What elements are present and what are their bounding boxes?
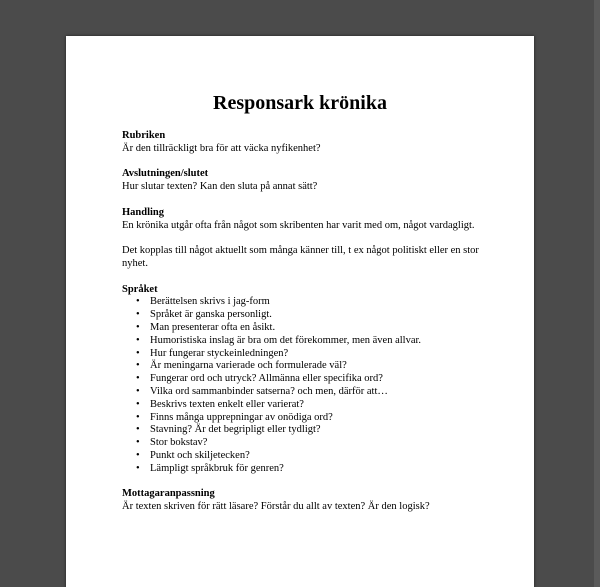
list-item [122,463,492,476]
section-paragraph: Det kopplas till något aktuellt som många känner till, t ex något politiskt eller en stor nyhet. [122,245,479,269]
list-item-text: Humoristiska inslag är bra om det förekommer, men även allvar. [150,334,422,346]
document-title: Responsark krönika [213,92,387,114]
list-item [122,335,492,348]
section-heading: Rubriken [122,130,166,141]
list-item-text: Fungerar ord och utryck? Allmänna eller specifika ord? [150,373,383,385]
document-body [122,130,492,527]
list-item [122,412,492,425]
list-item [122,399,492,412]
list-item [122,360,492,373]
document-page [66,36,534,587]
section-mottagaranpassning [122,488,492,514]
list-item-text: Stavning? Är det begripligt eller tydligt? [150,424,321,436]
bullet-icon: • [136,449,140,461]
list-item-text: Beskrivs texten enkelt eller varierat? [150,398,304,410]
list-item-text: Hur fungerar styckeinledningen? [150,347,289,359]
section-spraket [122,284,492,476]
section-paragraph: En krönika utgår ofta från något som skribenten har varit med om, något vardagligt. [122,219,475,231]
list-item [122,348,492,361]
list-item-text: Man presenterar ofta en åsikt. [150,321,276,333]
section-heading: Mottagaranpassning [122,488,215,500]
section-heading: Handling [122,206,165,218]
list-item [122,424,492,437]
bullet-icon: • [136,411,140,423]
bullet-icon: • [136,334,140,346]
list-item-text: Lämpligt språkbruk för genren? [150,462,284,474]
list-item-text: Berättelsen skrivs i jag-form [150,296,270,308]
list-item-text: Språket är ganska personligt. [150,309,272,321]
list-item [122,437,492,450]
bullet-icon: • [136,360,140,372]
section-handling [122,207,492,271]
bullet-icon: • [136,398,140,410]
bullet-icon: • [136,424,140,436]
bullet-icon: • [136,309,140,321]
bullet-icon: • [136,462,140,474]
section-rubriken [122,130,492,156]
bullet-icon: • [136,347,140,359]
list-item [122,296,492,309]
list-item-text: Punkt och skiljetecken? [150,449,250,461]
bullet-icon: • [136,373,140,385]
bullet-icon: • [136,385,140,397]
bullet-icon: • [136,296,140,308]
section-paragraph: Hur slutar texten? Kan den sluta på annat sätt? [122,181,318,193]
bullet-list [122,296,492,475]
list-item-text: Vilka ord sammanbinder satserna? och men, därför att… [150,385,388,397]
section-paragraph: Är texten skriven för rätt läsare? Förstår du allt av texten? Är den logisk? [122,501,430,513]
list-item-text: Stor bokstav? [150,437,208,449]
list-item [122,373,492,386]
bullet-icon: • [136,437,140,449]
bullet-icon: • [136,321,140,333]
list-item-text: Är meningarna varierade och formulerade väl? [150,360,347,372]
list-item [122,450,492,463]
scrollbar[interactable] [594,0,600,587]
list-item [122,386,492,399]
list-item-text: Finns många upprepningar av onödiga ord? [150,411,333,423]
list-item [122,322,492,335]
section-paragraph: Är den tillräckligt bra för att väcka nyfikenhet? [122,142,321,154]
section-heading: Språket [122,283,158,295]
section-heading: Avslutningen/slutet [122,168,209,180]
section-avslutningen [122,168,492,194]
list-item [122,309,492,322]
